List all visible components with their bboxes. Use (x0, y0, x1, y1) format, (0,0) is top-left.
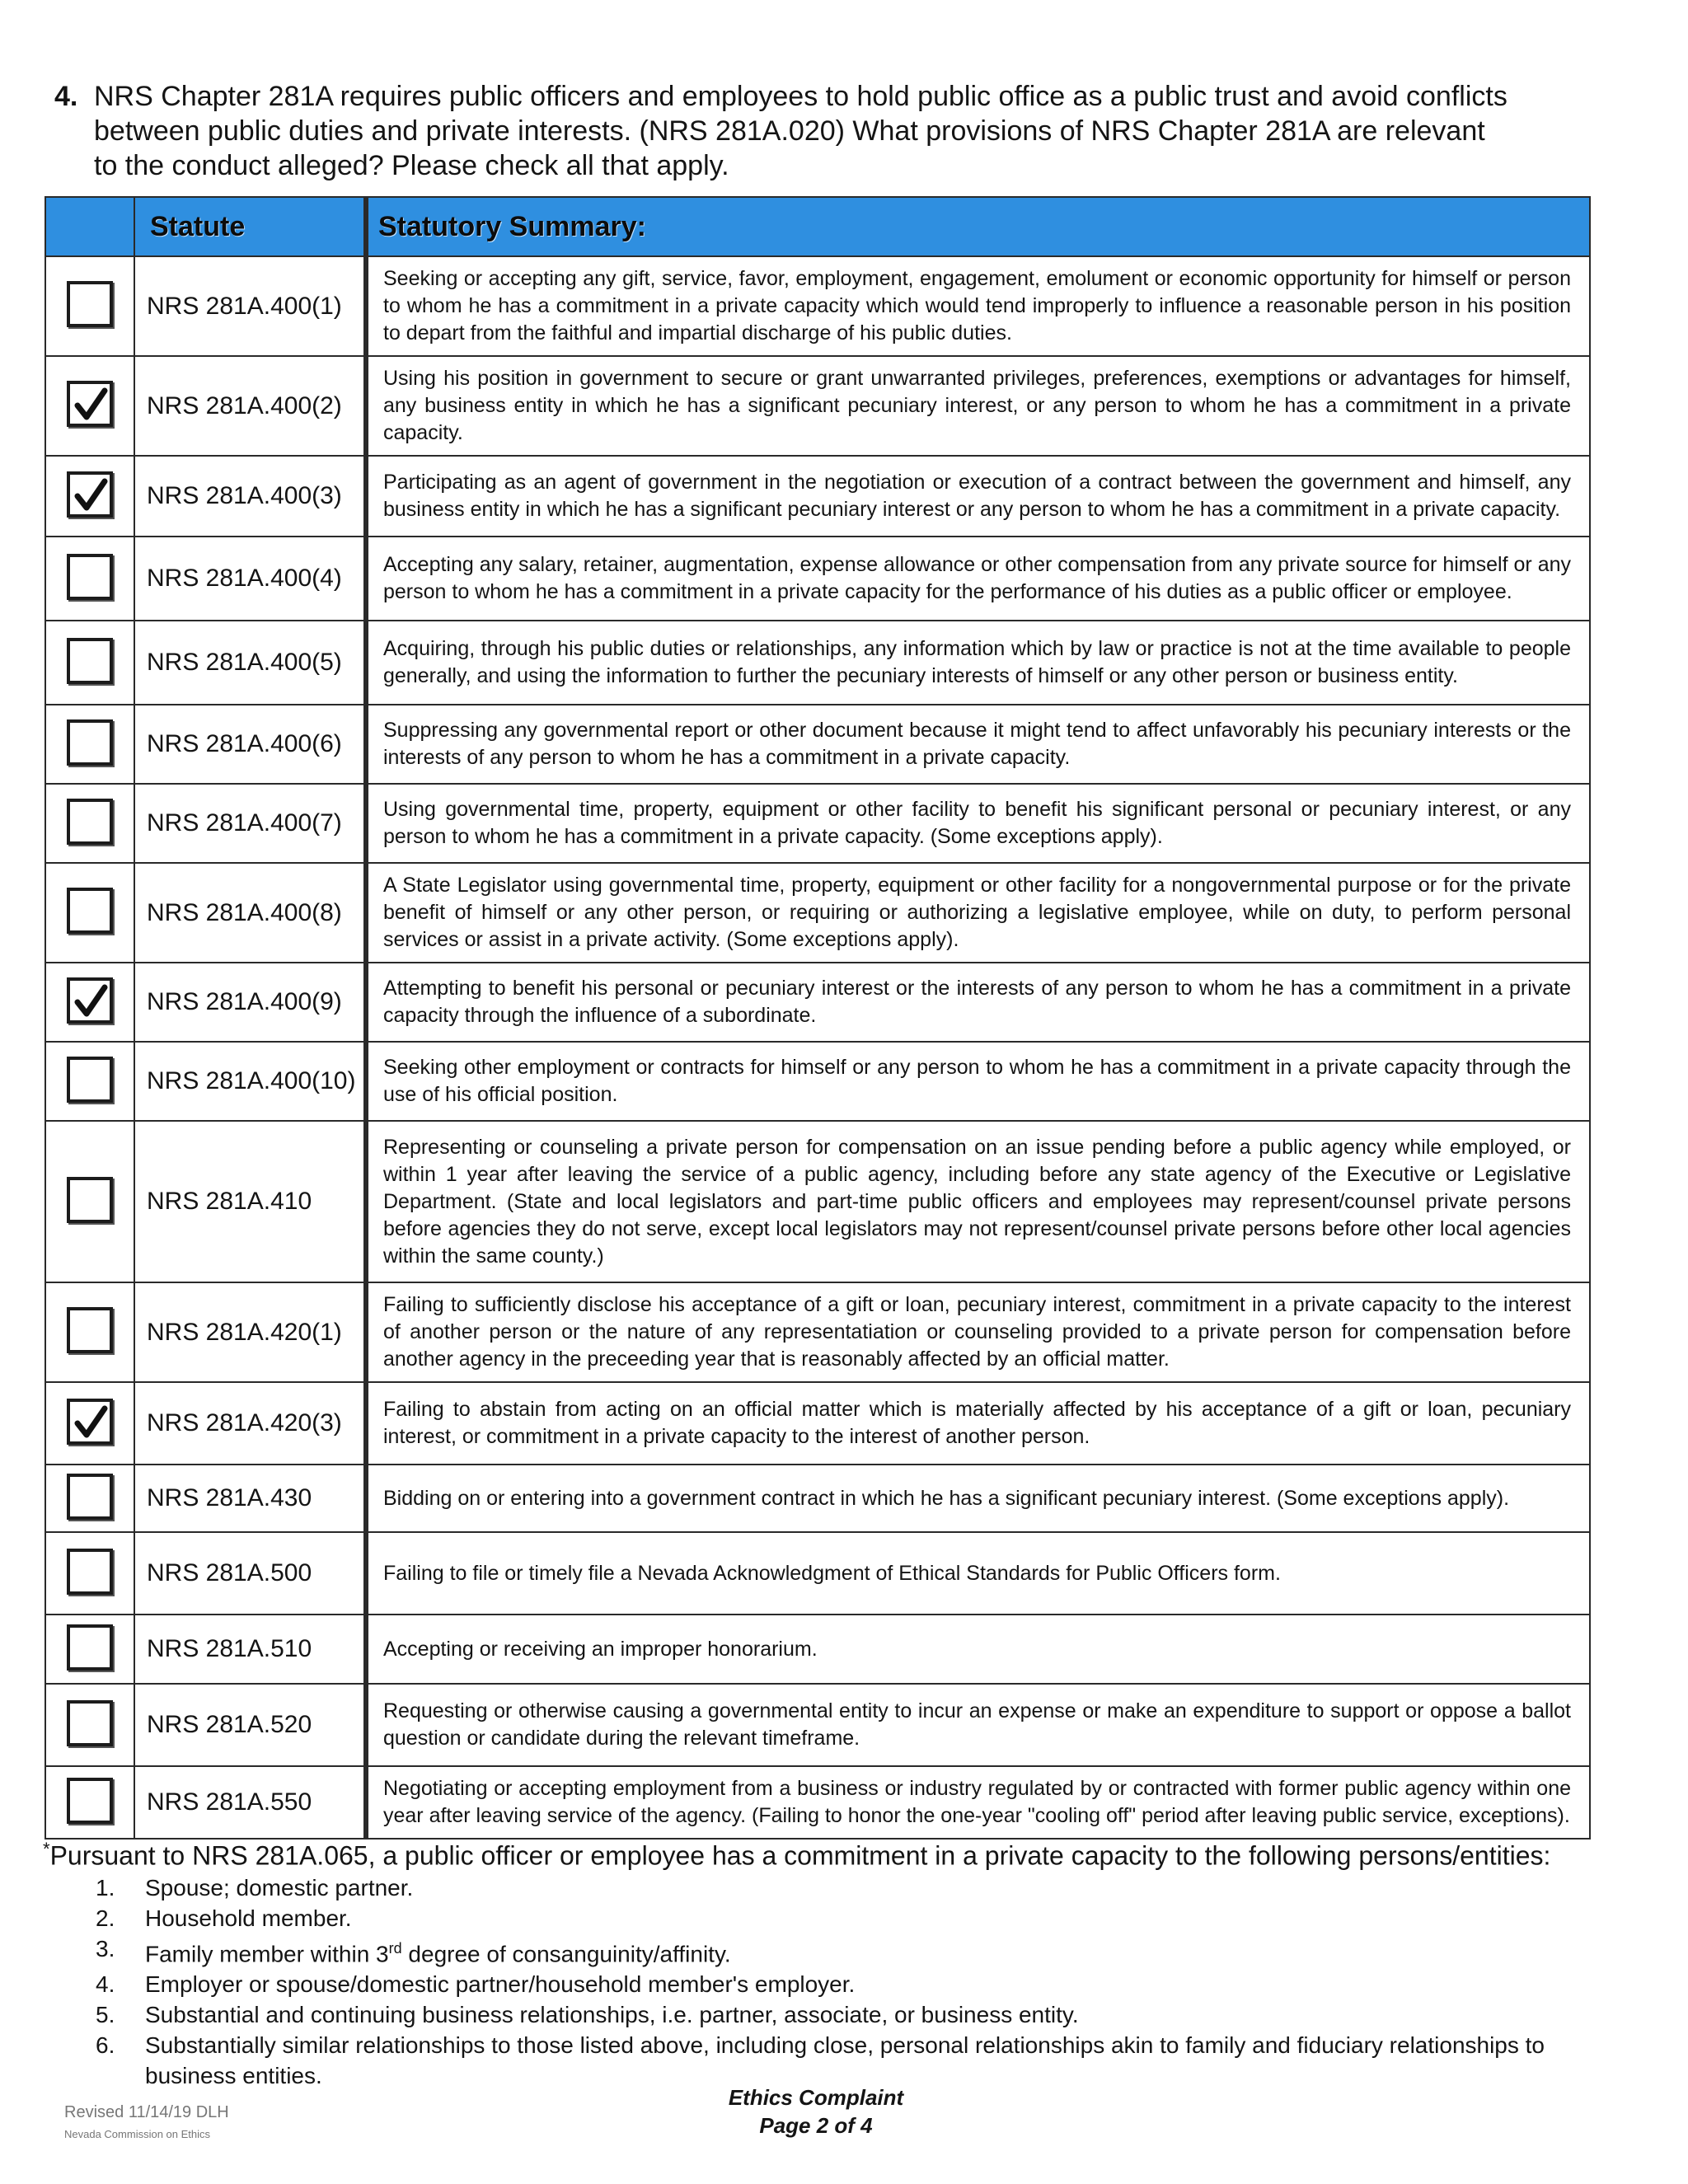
statute-cell: NRS 281A.400(2) (134, 356, 366, 456)
table-row (45, 1042, 1590, 1121)
statute-cell: NRS 281A.400(1) (134, 256, 366, 356)
checkbox-cell (45, 1042, 134, 1121)
statute-cell: NRS 281A.550 (134, 1766, 366, 1839)
checkmark-icon (73, 478, 108, 513)
statute-cell: NRS 281A.400(10) (134, 1042, 366, 1121)
statute-cell: NRS 281A.520 (134, 1684, 366, 1766)
header-summary: Statutory Summary: (366, 197, 1590, 256)
table-row (45, 1766, 1590, 1839)
statute-checkbox[interactable] (67, 381, 113, 427)
checkbox-cell (45, 1684, 134, 1766)
checkbox-cell (45, 1465, 134, 1532)
checkbox-cell (45, 256, 134, 356)
statute-checkbox[interactable] (67, 1549, 113, 1595)
summary-cell: Acquiring, through his public duties or relationships, any information which by law or practice is not at the time available to people generally, and using the information to further the pecuniary interests of himself or any other person or business entity. (366, 621, 1590, 705)
table-row (45, 621, 1590, 705)
summary-cell: Suppressing any governmental report or other document because it might tend to affect unfavorably his pecuniary interests or the interests of any person to whom he has a commitment in a private capacity. (366, 705, 1590, 784)
table-row (45, 537, 1590, 621)
checkbox-cell (45, 1532, 134, 1615)
statute-checkbox[interactable] (67, 1474, 113, 1520)
list-item: 5. Substantial and continuing business relationships, i.e. partner, associate, or business entity. (96, 2002, 1079, 2028)
summary-cell: Attempting to benefit his personal or pecuniary interest or the interests of any person to whom he has a commitment in a private capacity through the influence of a subordinate. (366, 963, 1590, 1042)
checkbox-cell (45, 621, 134, 705)
checkbox-cell (45, 784, 134, 863)
table-row (45, 784, 1590, 863)
question-line-3: to the conduct alleged? Please check all that apply. (94, 150, 729, 181)
statute-table (45, 196, 1591, 1840)
statute-cell: NRS 281A.400(8) (134, 863, 366, 963)
summary-cell: A State Legislator using governmental time, property, equipment or other facility for a nongovernmental purpose or for the private benefit of himself or any other person, or requiring or authorizing a legislative employee, while on duty, to perform personal services or assist in a private activity. (Some exceptions apply). (366, 863, 1590, 963)
footer-title: Ethics Complaint (728, 2085, 904, 2110)
table-row (45, 356, 1590, 456)
statute-checkbox[interactable] (67, 281, 113, 327)
statute-cell: NRS 281A.500 (134, 1532, 366, 1615)
summary-cell: Bidding on or entering into a government contract in which he has a significant pecuniary interest. (Some exceptions apply). (366, 1465, 1590, 1532)
question-number: 4. (54, 81, 78, 112)
revision-note: Revised 11/14/19 DLH (64, 2103, 229, 2121)
list-item: 3. Family member within 3rd degree of consanguinity/affinity. (96, 1936, 731, 1967)
statute-checkbox[interactable] (67, 719, 113, 766)
table-row (45, 1532, 1590, 1615)
statute-rows (45, 256, 1590, 1839)
summary-cell: Failing to sufficiently disclose his acceptance of a gift or loan, pecuniary interest, commitment in a private capacity to the interest of another person or the nature of any representatiation or counseling provided to a private person for compensation before another agency in the preceeding year that is reasonably affected by an official matter. (366, 1282, 1590, 1382)
statute-cell: NRS 281A.400(9) (134, 963, 366, 1042)
header-statute: Statute (134, 197, 366, 256)
table-row (45, 1282, 1590, 1382)
summary-cell: Using his position in government to secure or grant unwarranted privileges, preferences, exemptions or advantages for himself, any business entity in which he has a significant pecuniary interest, or any person to whom he has a commitment in a private capacity. (366, 356, 1590, 456)
statute-cell: NRS 281A.400(5) (134, 621, 366, 705)
table-row (45, 705, 1590, 784)
list-item: 4. Employer or spouse/domestic partner/household member's employer. (96, 1971, 856, 1998)
summary-cell: Accepting or receiving an improper honorarium. (366, 1615, 1590, 1684)
footnote-text: Pursuant to NRS 281A.065, a public officer or employee has a commitment in a private capacity to the following persons/entities: (49, 1840, 1551, 1871)
statute-cell: NRS 281A.400(3) (134, 456, 366, 537)
table-row (45, 456, 1590, 537)
footnote-asterisk: * (43, 1839, 50, 1859)
footer-page-number: Page 2 of 4 (759, 2113, 873, 2138)
checkbox-cell (45, 537, 134, 621)
statute-checkbox[interactable] (67, 1307, 113, 1353)
checkbox-cell (45, 1382, 134, 1465)
table-row (45, 256, 1590, 356)
checkmark-icon (73, 387, 108, 422)
statute-checkbox[interactable] (67, 471, 113, 518)
summary-cell: Failing to abstain from acting on an official matter which is materially affected by his acceptance of a gift or loan, pecuniary interest, or commitment in a private capacity to the interest of another person. (366, 1382, 1590, 1465)
statute-cell: NRS 281A.400(4) (134, 537, 366, 621)
statute-checkbox[interactable] (67, 888, 113, 934)
checkbox-cell (45, 356, 134, 456)
statute-checkbox[interactable] (67, 1700, 113, 1746)
checkbox-cell (45, 1615, 134, 1684)
page-footer (725, 2083, 907, 2139)
table-row (45, 1615, 1590, 1684)
list-item: 6. Substantially similar relationships to those listed above, including close, personal relationships akin to family and fiduciary relationships to business entities. (96, 2032, 1545, 2089)
checkbox-cell (45, 1282, 134, 1382)
statute-cell: NRS 281A.400(6) (134, 705, 366, 784)
summary-cell: Failing to file or timely file a Nevada Acknowledgment of Ethical Standards for Public Officers form. (366, 1532, 1590, 1615)
question-line-1: NRS Chapter 281A requires public officers and employees to hold public office as a public trust and avoid conflicts (94, 81, 1507, 112)
table-row (45, 963, 1590, 1042)
checkbox-cell (45, 1766, 134, 1839)
agency-name: Nevada Commission on Ethics (64, 2128, 211, 2140)
question-line-2: between public duties and private interests. (NRS 281A.020) What provisions of NRS Chapter 281A are relevant (94, 115, 1485, 147)
table-row (45, 1465, 1590, 1532)
summary-cell: Representing or counseling a private person for compensation on an issue pending before a public agency while employed, or within 1 year after leaving the service of a public agency, including before any state agency of the Executive or Legislative Department. (State and local legislators and part-time public officers and employees may represent/counsel private persons before agencies they do not serve, except local legislators may not represent/counsel private persons before other local agencies within the same county.) (366, 1121, 1590, 1282)
header-check-column (45, 197, 134, 256)
summary-cell: Using governmental time, property, equipment or other facility to benefit his significant personal or pecuniary interest, or any person to whom he has a commitment in a private capacity. (Some exceptions apply). (366, 784, 1590, 863)
table-header-row (45, 197, 1590, 256)
checkmark-icon (73, 1405, 108, 1440)
statute-cell: NRS 281A.410 (134, 1121, 366, 1282)
commitment-list (58, 1872, 1624, 2091)
summary-cell: Seeking other employment or contracts for himself or any person to whom he has a commitment in a private capacity through the use of his official position. (366, 1042, 1590, 1121)
table-row (45, 1121, 1590, 1282)
commitment-footnote (43, 1833, 1650, 1872)
list-item: 1. Spouse; domestic partner. (96, 1875, 414, 1900)
statute-cell: NRS 281A.400(7) (134, 784, 366, 863)
statute-cell: NRS 281A.420(1) (134, 1282, 366, 1382)
table-row (45, 863, 1590, 963)
summary-cell: Requesting or otherwise causing a governmental entity to incur an expense or make an expenditure to support or oppose a ballot question or candidate during the relevant timeframe. (366, 1684, 1590, 1766)
statute-checkbox[interactable] (67, 1624, 113, 1671)
checkbox-cell (45, 1121, 134, 1282)
statute-checkbox[interactable] (67, 1177, 113, 1223)
checkbox-cell (45, 863, 134, 963)
summary-cell: Accepting any salary, retainer, augmentation, expense allowance or other compensation from any private source for himself or any person to whom he has a commitment in a private capacity for the performance of his duties as a public officer or employee. (366, 537, 1590, 621)
summary-cell: Negotiating or accepting employment from a business or industry regulated by or contracted with former public agency within one year after leaving service of the agency. (Failing to honor the one-year "cooling off" period after leaving public service, exceptions). (366, 1766, 1590, 1839)
statute-checkbox[interactable] (67, 1057, 113, 1103)
statute-checkbox[interactable] (67, 1778, 113, 1824)
question-heading (54, 79, 1596, 183)
checkbox-cell (45, 456, 134, 537)
list-item: 2. Household member. (96, 1905, 352, 1931)
statute-cell: NRS 281A.430 (134, 1465, 366, 1532)
table-row (45, 1382, 1590, 1465)
statute-checkbox[interactable] (67, 799, 113, 845)
checkbox-cell (45, 705, 134, 784)
table-row (45, 1684, 1590, 1766)
checkbox-cell (45, 963, 134, 1042)
statute-cell: NRS 281A.510 (134, 1615, 366, 1684)
summary-cell: Participating as an agent of government in the negotiation or execution of a contract between the government and himself, any business entity in which he has a significant pecuniary interest or any person to whom he has a commitment in a private capacity. (366, 456, 1590, 537)
summary-cell: Seeking or accepting any gift, service, favor, employment, engagement, emolument or economic opportunity for himself or person to whom he has a commitment in a private capacity which would tend improperly to influence a reasonable person in his position to depart from the faithful and impartial discharge of his public duties. (366, 256, 1590, 356)
checkmark-icon (73, 984, 108, 1019)
statute-checkbox[interactable] (67, 1399, 113, 1445)
statute-checkbox[interactable] (67, 554, 113, 600)
statute-checkbox[interactable] (67, 977, 113, 1024)
statute-cell: NRS 281A.420(3) (134, 1382, 366, 1465)
statute-checkbox[interactable] (67, 638, 113, 684)
